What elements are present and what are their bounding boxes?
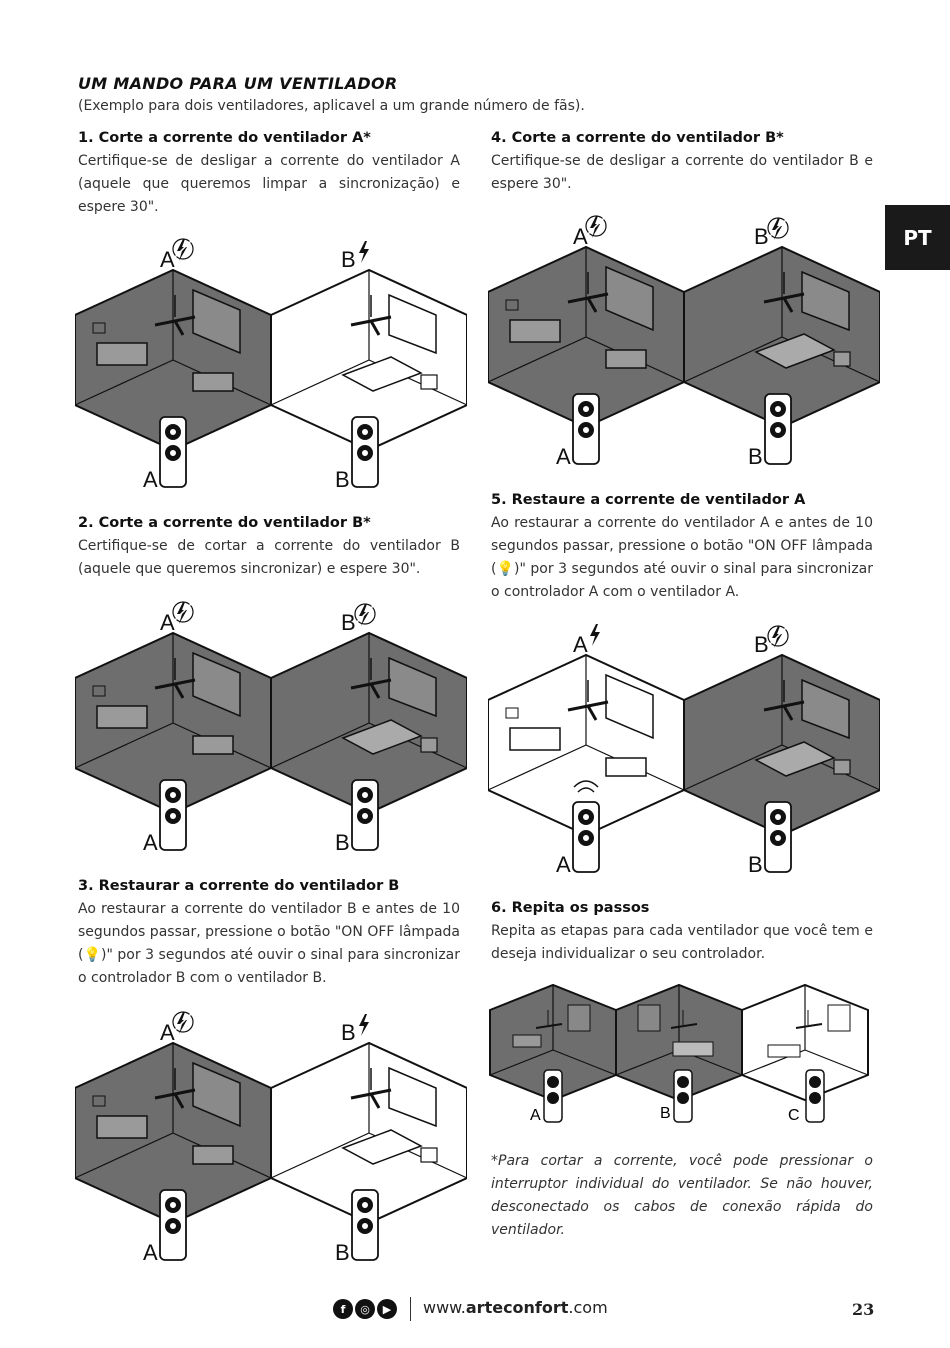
step-5-title: 5. Restaure a corrente de ventilador A: [491, 492, 806, 508]
remote-a: [160, 1190, 186, 1260]
step-2: [78, 515, 460, 581]
remote-a: [573, 802, 599, 872]
step-3-text: Ao restaurar a corrente do ventilador B e antes de 10 segundos passar, pressione o botão "ON OFF lâmpada (💡)" por 3 segundos até ouvir o sinal para sincronizar o controlador B com o ventilador B.: [78, 901, 460, 986]
step-4: [491, 130, 873, 196]
page-heading: UM MANDO PARA UM VENTILADOR: [78, 74, 398, 93]
figure-step-2: [75, 598, 467, 860]
figure-step-6: [488, 980, 878, 1130]
three-rooms-diagram: [488, 980, 878, 1130]
figure-step-3: [75, 1008, 467, 1270]
bottom-label-b: B: [748, 444, 763, 469]
step-4-text: Certifique-se de desligar a corrente do ventilador B e espere 30".: [491, 153, 873, 192]
language-tab: PT: [885, 205, 950, 270]
top-label-a: A: [160, 1020, 175, 1045]
bottom-label-a: A: [556, 852, 571, 877]
power-on-icon-b: [359, 1014, 369, 1036]
step-2-title: 2. Corte a corrente do ventilador B*: [78, 515, 371, 531]
website-link[interactable]: [423, 1298, 608, 1317]
bottom-label-b: B: [335, 467, 350, 492]
top-label-b: B: [341, 1020, 356, 1045]
power-cut-icon-a: [586, 216, 606, 238]
power-cut-icon-b: [768, 218, 788, 240]
instagram-icon[interactable]: ◎: [355, 1299, 375, 1319]
remote-b: [674, 1070, 692, 1122]
power-cut-icon-a: [173, 239, 193, 261]
step-1: [78, 130, 460, 219]
step-5-text: Ao restaurar a corrente do ventilador A e antes de 10 segundos passar, pressione o botão "ON OFF lâmpada (💡)" por 3 segundos até ouvir o sinal para sincronizar o controlador A com o ventilador A.: [491, 515, 873, 600]
two-rooms-diagram: [75, 235, 467, 497]
label-c: C: [788, 1107, 800, 1124]
footnote: *Para cortar a corrente, você pode pressionar o interruptor individual do ventilador. Se não houver, desconectado os cabos de conexão rápida do ventilador.: [491, 1153, 873, 1238]
remote-a: [160, 780, 186, 850]
site-suffix: .com: [568, 1298, 608, 1317]
label-a: A: [530, 1107, 541, 1124]
top-label-b: B: [754, 632, 769, 657]
remote-c: [806, 1070, 824, 1122]
youtube-icon[interactable]: ▶: [377, 1299, 397, 1319]
intro-text: (Exemplo para dois ventiladores, aplicavel a um grande número de fãs).: [78, 98, 585, 114]
page-number: 23: [852, 1300, 875, 1319]
two-rooms-diagram: [75, 1008, 467, 1270]
figure-step-4: [488, 212, 880, 474]
power-on-icon-b: [359, 241, 369, 263]
two-rooms-diagram: [488, 620, 880, 882]
social-icons: [333, 1299, 397, 1319]
bottom-label-a: A: [143, 467, 158, 492]
bottom-label-a: A: [556, 444, 571, 469]
step-3-title: 3. Restaurar a corrente do ventilador B: [78, 878, 400, 894]
power-cut-icon-b: [355, 604, 375, 626]
site-prefix: www.: [423, 1298, 466, 1317]
step-1-title: 1. Corte a corrente do ventilador A*: [78, 130, 371, 146]
power-cut-icon-a: [173, 1012, 193, 1034]
top-label-a: A: [160, 610, 175, 635]
facebook-icon[interactable]: f: [333, 1299, 353, 1319]
step-2-text: Certifique-se de cortar a corrente do ventilador B (aquele que queremos sincronizar) e espere 30".: [78, 538, 460, 577]
footer-divider: [410, 1297, 411, 1321]
remote-a: [573, 394, 599, 464]
bottom-label-a: A: [143, 1240, 158, 1265]
power-on-icon-a: [590, 624, 600, 646]
remote-b: [352, 417, 378, 487]
remote-a: [544, 1070, 562, 1122]
remote-b: [352, 1190, 378, 1260]
step-3: [78, 878, 460, 990]
top-label-b: B: [341, 610, 356, 635]
step-4-title: 4. Corte a corrente do ventilador B*: [491, 130, 784, 146]
figure-step-1: [75, 235, 467, 497]
site-brand: arteconfort: [465, 1298, 569, 1317]
bottom-label-b: B: [335, 830, 350, 855]
top-label-a: A: [160, 247, 175, 272]
top-label-b: B: [754, 224, 769, 249]
label-b: B: [660, 1105, 671, 1122]
remote-b: [765, 802, 791, 872]
top-label-a: A: [573, 632, 588, 657]
top-label-a: A: [573, 224, 588, 249]
bottom-label-a: A: [143, 830, 158, 855]
two-rooms-diagram: [75, 598, 467, 860]
step-6: [491, 900, 873, 966]
room-c: [742, 985, 868, 1100]
figure-step-5: [488, 620, 880, 882]
power-cut-icon-b: [768, 626, 788, 648]
step-6-title: 6. Repita os passos: [491, 900, 650, 916]
two-rooms-diagram: [488, 212, 880, 474]
bottom-label-b: B: [335, 1240, 350, 1265]
step-6-text: Repita as etapas para cada ventilador que você tem e deseja individualizar o seu controlador.: [491, 923, 873, 962]
remote-a: [160, 417, 186, 487]
top-label-b: B: [341, 247, 356, 272]
power-cut-icon-a: [173, 602, 193, 624]
remote-b: [352, 780, 378, 850]
remote-b: [765, 394, 791, 464]
step-5: [491, 492, 873, 604]
step-1-text: Certifique-se de desligar a corrente do ventilador A (aquele que queremos limpar a sincronização) e espere 30".: [78, 153, 460, 215]
bottom-label-b: B: [748, 852, 763, 877]
